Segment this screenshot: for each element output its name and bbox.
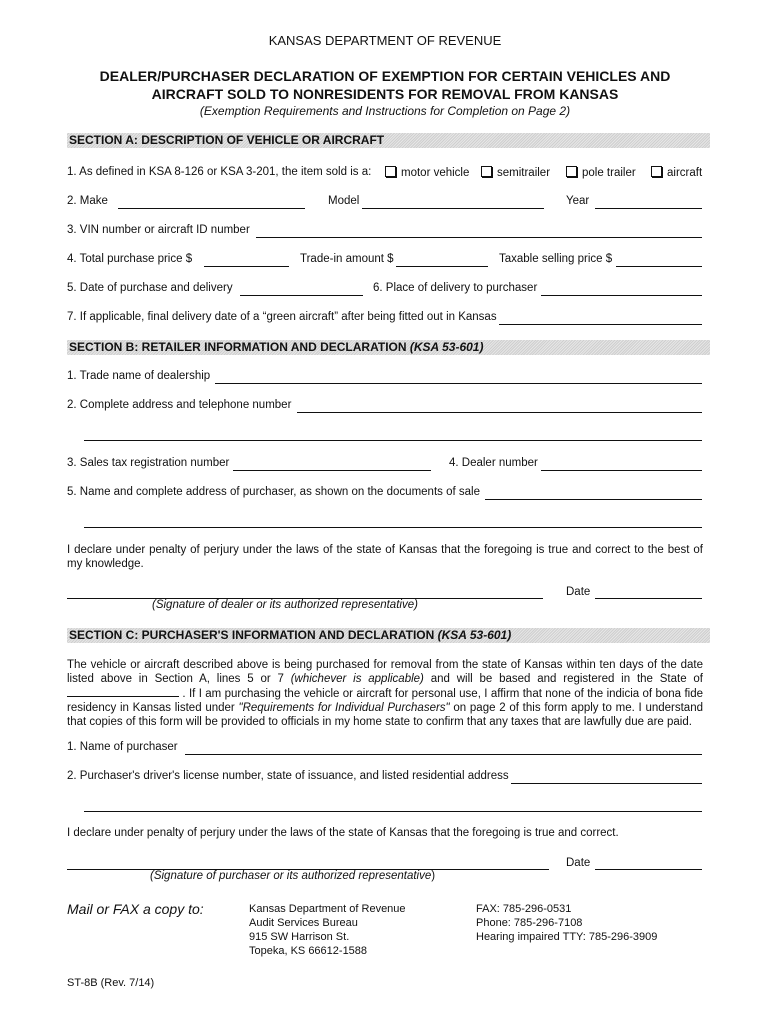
trade-name-field[interactable] [215, 383, 702, 384]
form-subtitle: (Exemption Requirements and Instructions for Completion on Page 2) [199, 104, 571, 118]
green-aircraft-label: 7. If applicable, final delivery date of a “green aircraft” after being fitted out in Kansas [67, 311, 497, 323]
purchaser-address-field[interactable] [485, 499, 702, 500]
dealer-date-field[interactable] [595, 598, 702, 599]
mail-contacts: FAX: 785-296-0531 Phone: 785-296-7108 Hearing impaired TTY: 785-296-3909 [476, 903, 658, 943]
dealer-signature-caption: (Signature of dealer or its authorized representative) [152, 599, 418, 611]
purchaser-declaration: I declare under penalty of perjury under the laws of the state of Kansas that the foregoing is true and correct. [67, 827, 619, 839]
vin-field[interactable] [256, 237, 702, 238]
license-label: 2. Purchaser's driver's license number, state of issuance, and listed residential address [67, 770, 509, 782]
address-label: 2. Complete address and telephone number [67, 399, 292, 411]
item-type-label: 1. As defined in KSA 8-126 or KSA 3-201, the item sold is a: [67, 166, 372, 178]
sales-tax-label: 3. Sales tax registration number [67, 457, 230, 469]
dealer-number-field[interactable] [541, 470, 702, 471]
section-b-heading: SECTION B: RETAILER INFORMATION AND DECLARATION (KSA 53-601) [67, 340, 710, 355]
option-motor-vehicle[interactable]: motor vehicle [385, 166, 469, 179]
address-field[interactable] [297, 412, 702, 413]
mail-label: Mail or FAX a copy to: [67, 901, 204, 917]
purchaser-address-field-line2[interactable] [84, 527, 702, 528]
taxable-price-field[interactable] [616, 266, 702, 267]
form-title-line1: DEALER/PURCHASER DECLARATION OF EXEMPTION FOR CERTAIN VEHICLES AND [99, 68, 671, 84]
option-aircraft[interactable]: aircraft [651, 166, 702, 179]
purchase-date-label: 5. Date of purchase and delivery [67, 282, 233, 294]
trade-name-label: 1. Trade name of dealership [67, 370, 211, 382]
delivery-place-label: 6. Place of delivery to purchaser [373, 282, 538, 294]
dealer-date-label: Date [566, 586, 591, 598]
option-pole-trailer[interactable]: pole trailer [566, 166, 636, 179]
license-field[interactable] [511, 783, 702, 784]
section-c-heading: SECTION C: PURCHASER'S INFORMATION AND DECLARATION (KSA 53-601) [67, 628, 710, 643]
taxable-price-label: Taxable selling price $ [499, 253, 613, 265]
option-semitrailer[interactable]: semitrailer [481, 166, 550, 179]
sales-tax-field[interactable] [233, 470, 431, 471]
license-field-line2[interactable] [84, 811, 702, 812]
checkbox-icon[interactable] [481, 166, 492, 177]
checkbox-icon[interactable] [385, 166, 396, 177]
address-field-line2[interactable] [84, 440, 702, 441]
year-label: Year [566, 195, 590, 207]
home-state-field[interactable] [67, 686, 179, 697]
purchase-date-field[interactable] [240, 295, 363, 296]
delivery-place-field[interactable] [541, 295, 702, 296]
section-a-heading: SECTION A: DESCRIPTION OF VEHICLE OR AIRCRAFT [67, 133, 710, 148]
form-title-line2: AIRCRAFT SOLD TO NONRESIDENTS FOR REMOVAL FROM KANSAS [151, 86, 619, 102]
form-id: ST-8B (Rev. 7/14) [67, 977, 155, 989]
dealer-number-label: 4. Dealer number [449, 457, 538, 469]
purchaser-name-label: 1. Name of purchaser [67, 741, 178, 753]
trade-in-field[interactable] [396, 266, 488, 267]
total-price-label: 4. Total purchase price $ [67, 253, 193, 265]
model-field[interactable] [362, 208, 544, 209]
checkbox-icon[interactable] [566, 166, 577, 177]
green-aircraft-field[interactable] [499, 324, 702, 325]
purchaser-date-field[interactable] [595, 869, 702, 870]
mail-address: Kansas Department of Revenue Audit Services Bureau 915 SW Harrison St. Topeka, KS 66612-1588 [249, 903, 406, 957]
purchaser-name-field[interactable] [185, 754, 702, 755]
total-price-field[interactable] [204, 266, 289, 267]
checkbox-icon[interactable] [651, 166, 662, 177]
purchaser-signature-caption: (Signature of purchaser or its authorized representative) [150, 870, 436, 882]
purchaser-date-label: Date [566, 857, 591, 869]
purchaser-address-label: 5. Name and complete address of purchaser, as shown on the documents of sale [67, 486, 480, 498]
make-field[interactable] [118, 208, 305, 209]
year-field[interactable] [595, 208, 702, 209]
make-label: 2. Make [67, 195, 108, 207]
model-label: Model [328, 195, 360, 207]
trade-in-label: Trade-in amount $ [300, 253, 394, 265]
agency-name: KANSAS DEPARTMENT OF REVENUE [268, 33, 502, 48]
purchaser-statement: The vehicle or aircraft described above is being purchased for removal from the state of Kansas within ten days of the date listed above in Section A, lines 5 or 7 (whichever is applicable) and will be based and registered in the State of . If I am purchasing the vehicle or aircraft for personal use, I affirm that none of the indicia of bona fide residency in Kansas listed under "Requirements for Individual Purchasers" on page 2 of this form apply to me. I understand that copies of this form will be provided to officials in my home state to confirm that any taxes that are lawfully due are paid. [67, 659, 704, 728]
vin-label: 3. VIN number or aircraft ID number [67, 224, 250, 236]
dealer-declaration: I declare under penalty of perjury under the laws of the state of Kansas that the foregoing is true and correct to the best of my knowledge. [67, 544, 703, 570]
